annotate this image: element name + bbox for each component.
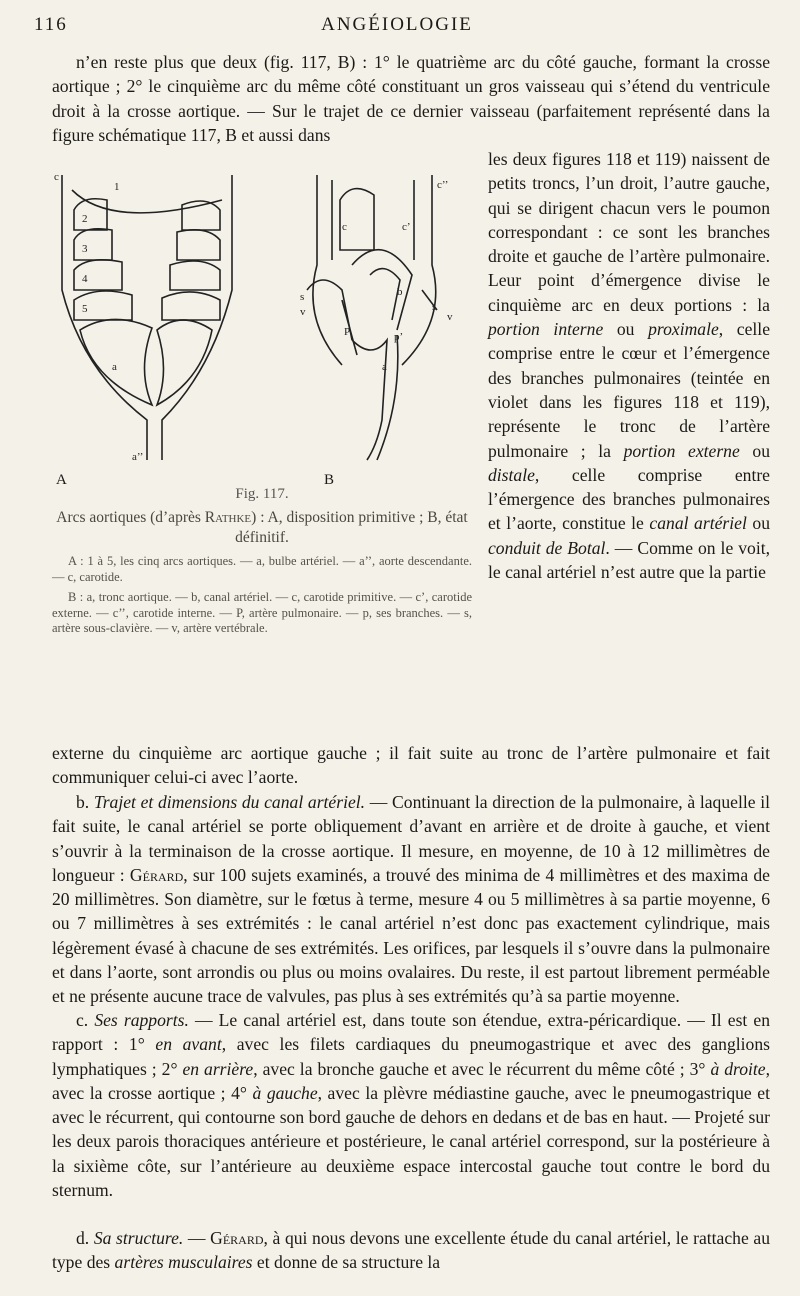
label-b-b: b xyxy=(397,286,403,298)
intro-text: n’en reste plus que deux (fig. 117, B) : 1° le quatrième arc du côté gauche, formant la crosse aortique ; 2° le cinquième arc du même côté constituant un gros vaisseau qui s’étend du ventricule droit à la crosse aortique. — Sur le trajet de ce dernier vaisseau (parfaitement représenté dans la figure schématique 117, B et aussi dans xyxy=(52,52,770,145)
paragraph-rapports: c. Ses rapports. — Le canal artériel est, dans toute son étendue, extra-péricardique. — Il est en rapport : 1° en avant, avec les filets cardiaques du pneumogastrique et avec des ganglions lymphatiques ; 2° en arrière, avec la bronche gauche et avec le récurrent du même côté ; 3° à droite, avec la crosse aortique ; 4° à gauche, avec la plèvre médiastine gauche, avec le pneumogastrique et avec le récurrent, qui contourne son bord gauche de dehors en dedans et de bas en haut. — Projeté sur les deux parois thoraciques antérieure et postérieure, le canal artériel correspond, sur la postérieure à la sixième côte, sur l’antérieure au deuxième espace intercostal gauche tout contre le bord du sternum. xyxy=(52,1010,770,1201)
label-b-p: p’ xyxy=(394,331,404,343)
label-a-a: a xyxy=(112,361,117,373)
page-header xyxy=(34,14,760,44)
running-title: ANGÉIOLOGIE xyxy=(321,14,473,35)
label-b-s: s xyxy=(300,291,305,303)
page-number: 116 xyxy=(34,14,68,35)
paragraph-trajet: b. Trajet et dimensions du canal artériel. — Continuant la direction de la pulmonaire, à laquelle il fait suite, le canal artériel se porte obliquement d’avant en arrière et de droite à gauche, et vient s’ouvrir à la terminaison de la crosse aortique. Il mesure, en moyenne, de 10 à 12 millimètres de longueur : Gérard, sur 100 sujets examinés, a trouvé des minima de 4 millimètres et des maxima de 20 millimètres. Son diamètre, sur le fœtus à terme, mesure 4 ou 5 millimètres à sa partie moyenne, 6 ou 7 millimètres à ses extrémités : le canal artériel n’est donc pas exactement cylindrique, mais légèrement évasé à chacune de ses extrémités. Les orifices, par lesquels il s’ouvre dans la pulmonaire et dans l’aorte, sont arrondis ou plus ou moins ovalaires. Du reste, il est partout librement perméable et ne présente aucune trace de valvules, pas plus à ses extrémités qu’à sa partie moyenne. xyxy=(52,792,771,1007)
figure-title: Arcs aortiques (d’après Rathke) : A, disposition primitive ; B, état définitif. xyxy=(56,509,468,546)
label-a-a2: a’’ xyxy=(132,451,144,463)
label-b-c2: c’’ xyxy=(437,179,449,191)
label-b-v2: v xyxy=(447,311,453,323)
label-a-2: 2 xyxy=(82,213,88,225)
section-heading-rapports: Ses rapports. xyxy=(94,1010,189,1030)
figure-legend-b: B : a, tronc aortique. — b, canal artériel. — c, carotide primitive. — c’, carotide externe. — c’’, carotide interne. — P, artère pulmonaire. — p, ses branches. — s, artère sous-clavière. — v, artère vertébrale. xyxy=(52,590,472,635)
figure-number: Fig. 117. xyxy=(235,486,289,502)
panel-a-drawing xyxy=(62,175,232,460)
panel-a-label: A xyxy=(56,472,67,488)
paragraph-structure: d. Sa structure. — Gérard, à qui nous devons une excellente étude du canal artériel, le rattache au type des artères musculaires et donne de sa structure la xyxy=(52,1228,770,1273)
label-b-a: a xyxy=(382,361,387,373)
paragraph-intro-end: externe du cinquième arc aortique gauche ; il fait suite au tronc de l’artère pulmonaire et fait communiquer celui-ci avec l’aorte. xyxy=(52,743,770,788)
figure-author: Rathke xyxy=(204,509,252,526)
paragraph-intro xyxy=(52,50,770,147)
panel-b-label: B xyxy=(324,472,335,488)
label-a-4: 4 xyxy=(82,273,88,285)
figure-117 xyxy=(52,170,472,530)
section-heading-trajet: Trajet et dimensions du canal artériel. xyxy=(93,792,366,812)
label-b-s2: s xyxy=(432,301,437,313)
label-a-5: 5 xyxy=(82,303,88,315)
label-a-3: 3 xyxy=(82,243,88,255)
label-b-P: P xyxy=(344,326,351,338)
panel-b-drawing xyxy=(307,175,437,460)
label-a-1: 1 xyxy=(114,181,120,193)
label-b-c: c xyxy=(342,221,347,233)
label-b-c1: c’ xyxy=(402,221,411,233)
label-b-v: v xyxy=(300,306,306,318)
label-a-c: c xyxy=(54,171,59,183)
section-heading-structure: Sa structure. xyxy=(93,1228,184,1248)
figure-legend-a: A : 1 à 5, les cinq arcs aortiques. — a, bulbe artériel. — a’’, aorte descendante. — c, carotide. xyxy=(52,554,472,584)
aortic-arches-diagram xyxy=(52,170,472,470)
paragraph-side-column: les deux figures 118 et 119) naissent de petits troncs, l’un droit, l’autre gauche, qui se dirigent chacun vers le poumon correspondant : ce sont les branches droite et gauche de l’artère pulmonaire. Leur point d’émergence divise le cinquième arc en deux portions : la portion interne ou proximale, celle comprise entre le cœur et l’émergence des branches pulmonaires (teintée en violet dans les figures 118 et 119), représente le tronc de l’artère pulmonaire ; la portion externe ou distale, celle comprise entre l’émergence des branches pulmonaires et l’aorte, constitue le canal artériel ou conduit de Botal. — Comme on le voit, le canal artériel n’est autre que la partie xyxy=(488,149,770,583)
